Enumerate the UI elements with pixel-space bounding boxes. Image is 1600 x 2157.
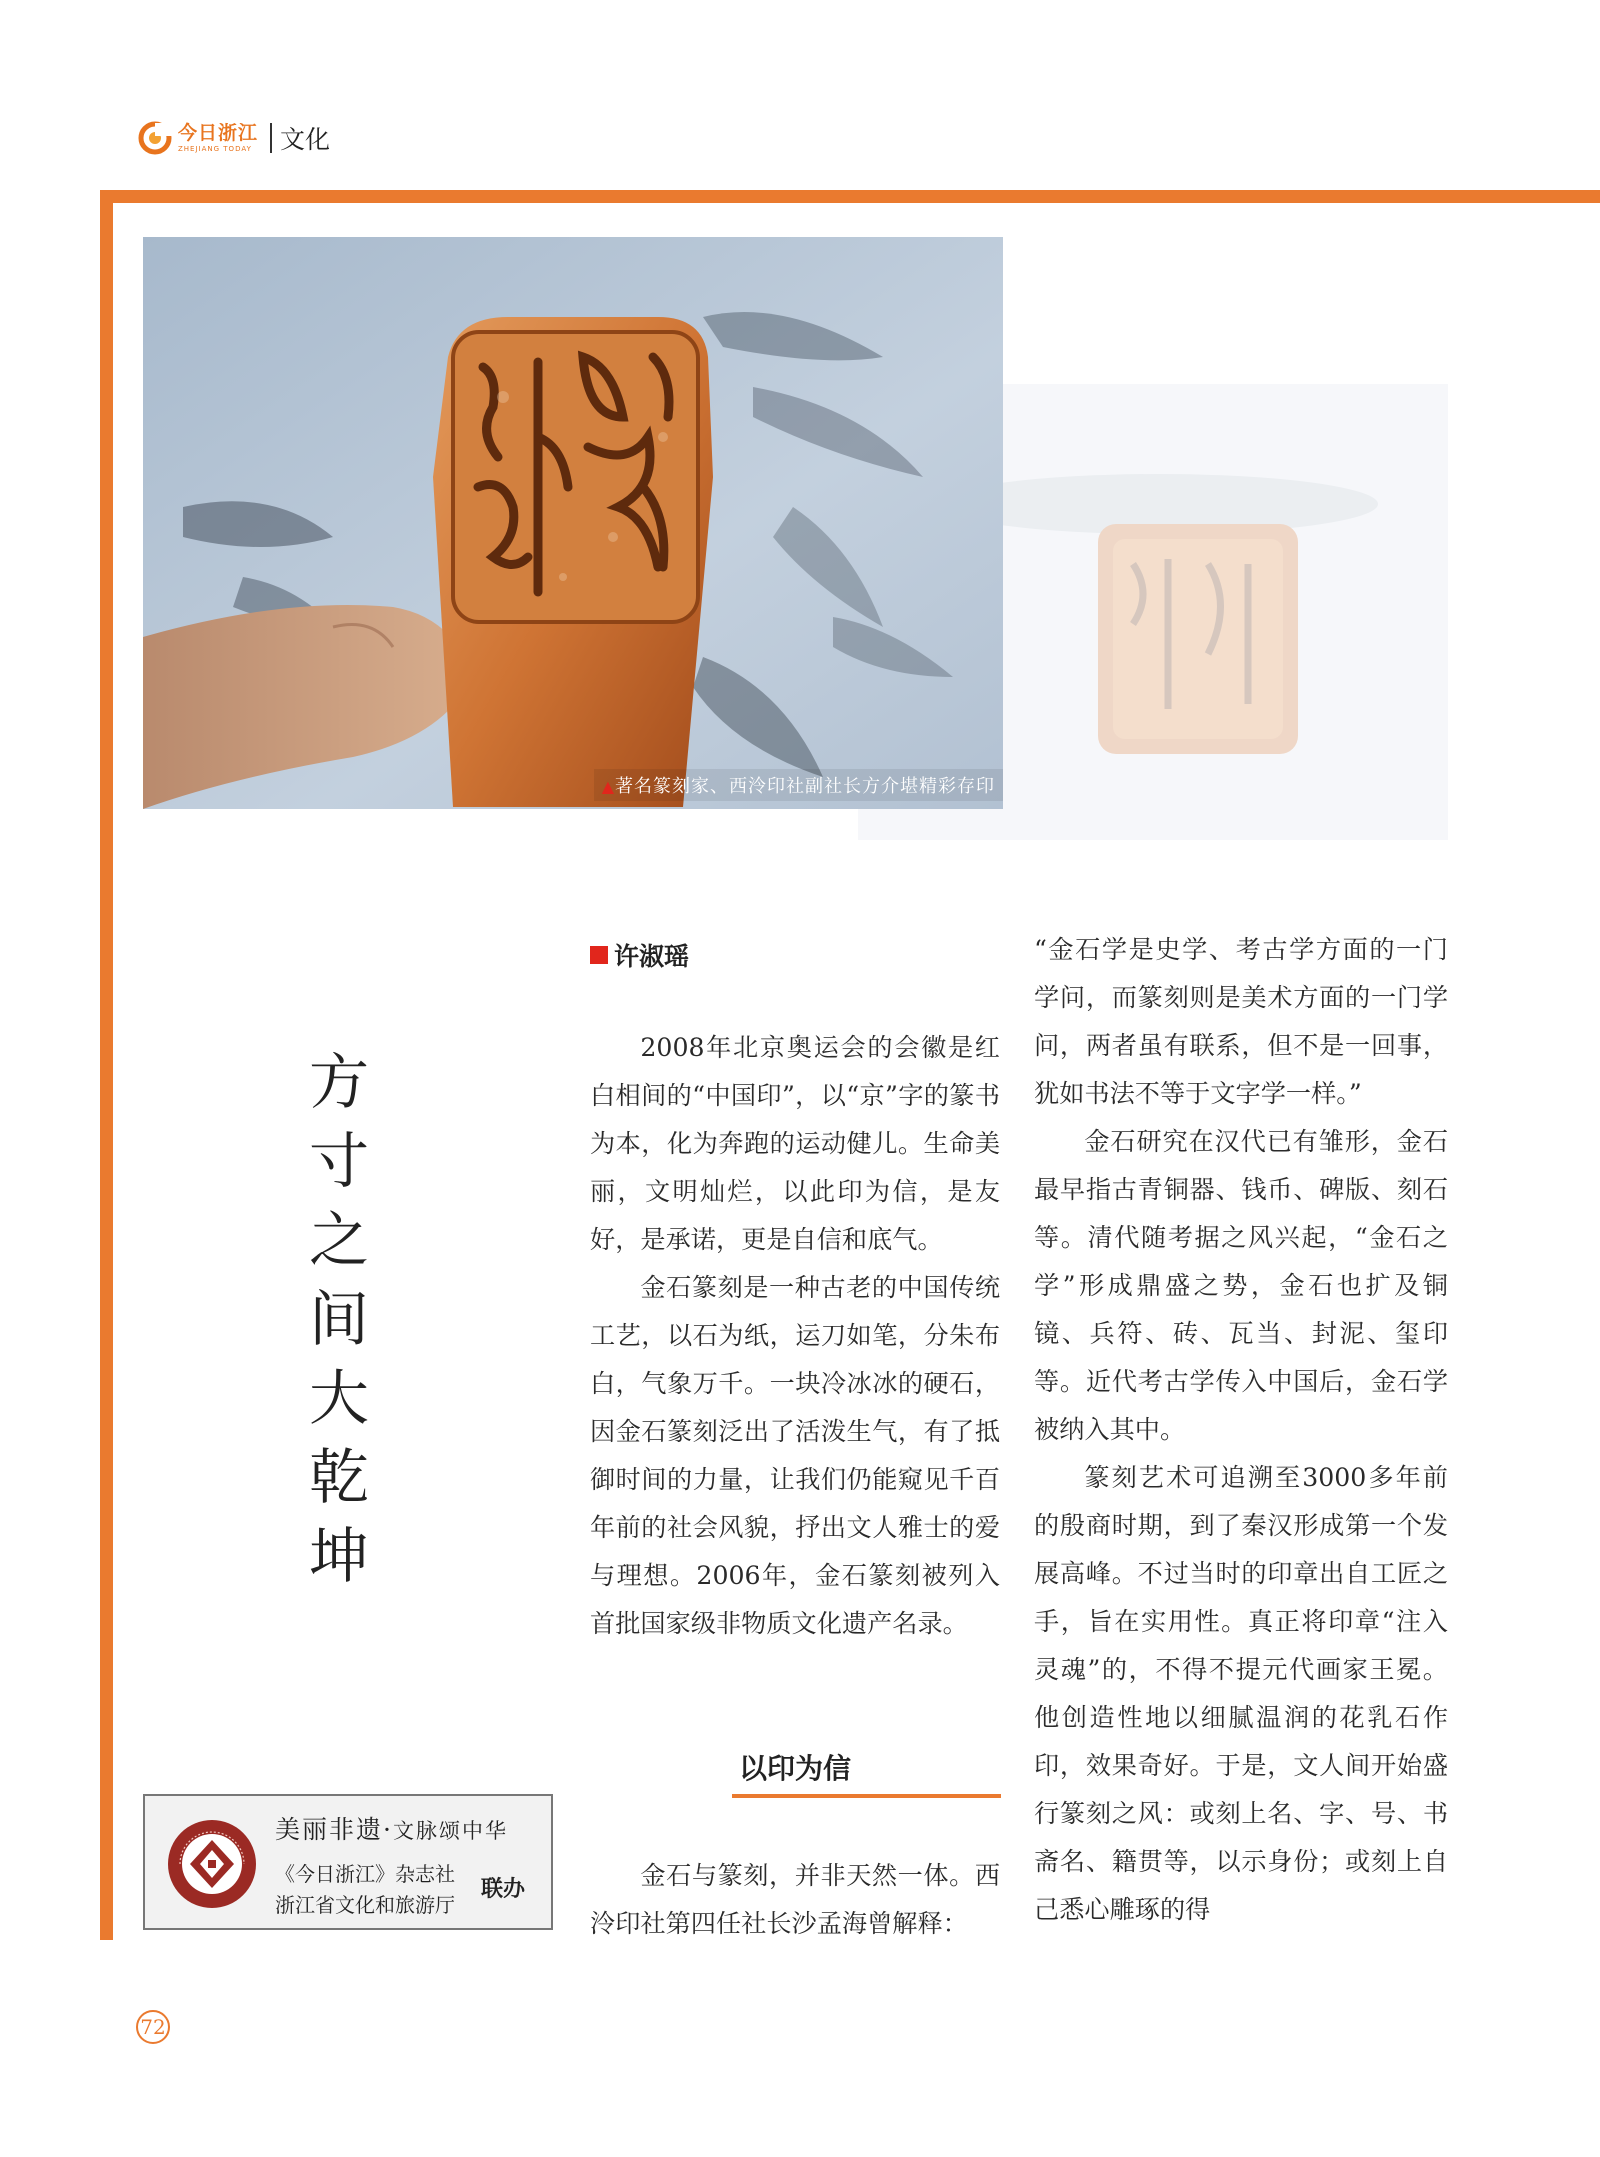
author-byline <box>590 937 689 973</box>
seal-photo-image <box>143 237 1003 809</box>
header-divider <box>270 123 272 153</box>
frame-top-bar <box>100 190 1600 203</box>
slogan-separator: · <box>383 1815 393 1844</box>
body-paragraph: 2008年北京奥运会的会徽是红白相间的“中国印”，以“京”字的篆书为本，化为奔跑的运动健儿。生命美丽，文明灿烂，以此印为信，是友好，是承诺，更是自信和底气。 <box>590 1033 1000 1254</box>
section-label: 文化 <box>280 125 331 154</box>
byline-square-icon <box>590 946 608 964</box>
organizer-department: 浙江省文化和旅游厅 <box>275 1893 455 1917</box>
title-char: 间 <box>309 1285 369 1355</box>
title-char: 乾 <box>309 1443 369 1513</box>
heritage-slogan <box>275 1810 508 1846</box>
caption-triangle-icon: ▲ <box>601 777 615 796</box>
frame-left-bar <box>100 190 113 1940</box>
body-paragraph: “金石学是史学、考古学方面的一门学问，而篆刻则是美术方面的一门学问，两者虽有联系，但不是一回事，犹如书法不等于文字学一样。” <box>1034 935 1448 1108</box>
seal-photo <box>143 237 1003 809</box>
subheading-text: 以印为信 <box>738 1752 851 1785</box>
article-title <box>296 1044 382 1597</box>
body-paragraph: 金石研究在汉代已有雏形，金石最早指古青铜器、钱币、碑版、刻石等。清代随考据之风兴起，“金石之学”形成鼎盛之势，金石也扩及铜镜、兵符、砖、瓦当、封泥、玺印等。近代考古学传入中国后，金石学被纳入其中。 <box>1034 1127 1448 1444</box>
magazine-logo-icon <box>138 121 172 155</box>
subheading-underline <box>732 1794 1001 1798</box>
joint-label: 联办 <box>481 1877 526 1902</box>
co-organizer-box <box>143 1794 553 1930</box>
logo-english-text: ZHEJIANG TODAY <box>178 144 252 153</box>
intangible-heritage-emblem-icon <box>166 1818 258 1910</box>
page-header <box>138 118 330 158</box>
organizer-magazine: 《今日浙江》杂志社 <box>275 1862 455 1886</box>
logo-chinese-text: 今日浙江 <box>178 121 259 144</box>
title-char: 寸 <box>309 1127 369 1197</box>
body-paragraph: 金石与篆刻，并非天然一体。西泠印社第四任社长沙孟海曾解释： <box>590 1861 1000 1938</box>
slogan-sub: 文脉颂中华 <box>392 1819 508 1843</box>
title-char: 之 <box>309 1206 369 1276</box>
magazine-logo <box>178 121 259 153</box>
body-column-middle-continued <box>590 1852 1000 1948</box>
page-number: 72 <box>136 2010 170 2044</box>
title-char: 大 <box>309 1364 369 1434</box>
body-paragraph: 篆刻艺术可追溯至3000多年前的殷商时期，到了秦汉形成第一个发展高峰。不过当时的印章出自工匠之手，旨在实用性。真正将印章“注入灵魂”的，不得不提元代画家王冕。他创造性地以细腻温润的花乳石作印，效果奇好。于是，文人间开始盛行篆刻之风：或刻上名、字、号、书斋名、籍贯等，以示身份；或刻上自己悉心雕琢的得 <box>1034 1463 1448 1924</box>
body-column-right <box>1034 926 1448 1934</box>
section-subheading <box>590 1747 1000 1787</box>
title-char: 方 <box>309 1048 369 1118</box>
body-column-middle <box>590 1024 1000 1648</box>
photo-caption <box>594 769 1003 801</box>
author-name: 许淑瑶 <box>614 942 690 971</box>
slogan-main: 美丽非遗 <box>275 1815 384 1844</box>
caption-text: 著名篆刻家、西泠印社副社长方介堪精彩存印 <box>615 776 995 797</box>
body-paragraph: 金石篆刻是一种古老的中国传统工艺，以石为纸，运刀如笔，分朱布白，气象万千。一块冷冰冰的硬石，因金石篆刻泛出了活泼生气，有了抵御时间的力量，让我们仍能窥见千百年前的社会风貌，抒出文人雅士的爱与理想。2006年，金石篆刻被列入首批国家级非物质文化遗产名录。 <box>590 1273 1000 1638</box>
title-char: 坤 <box>309 1522 369 1592</box>
